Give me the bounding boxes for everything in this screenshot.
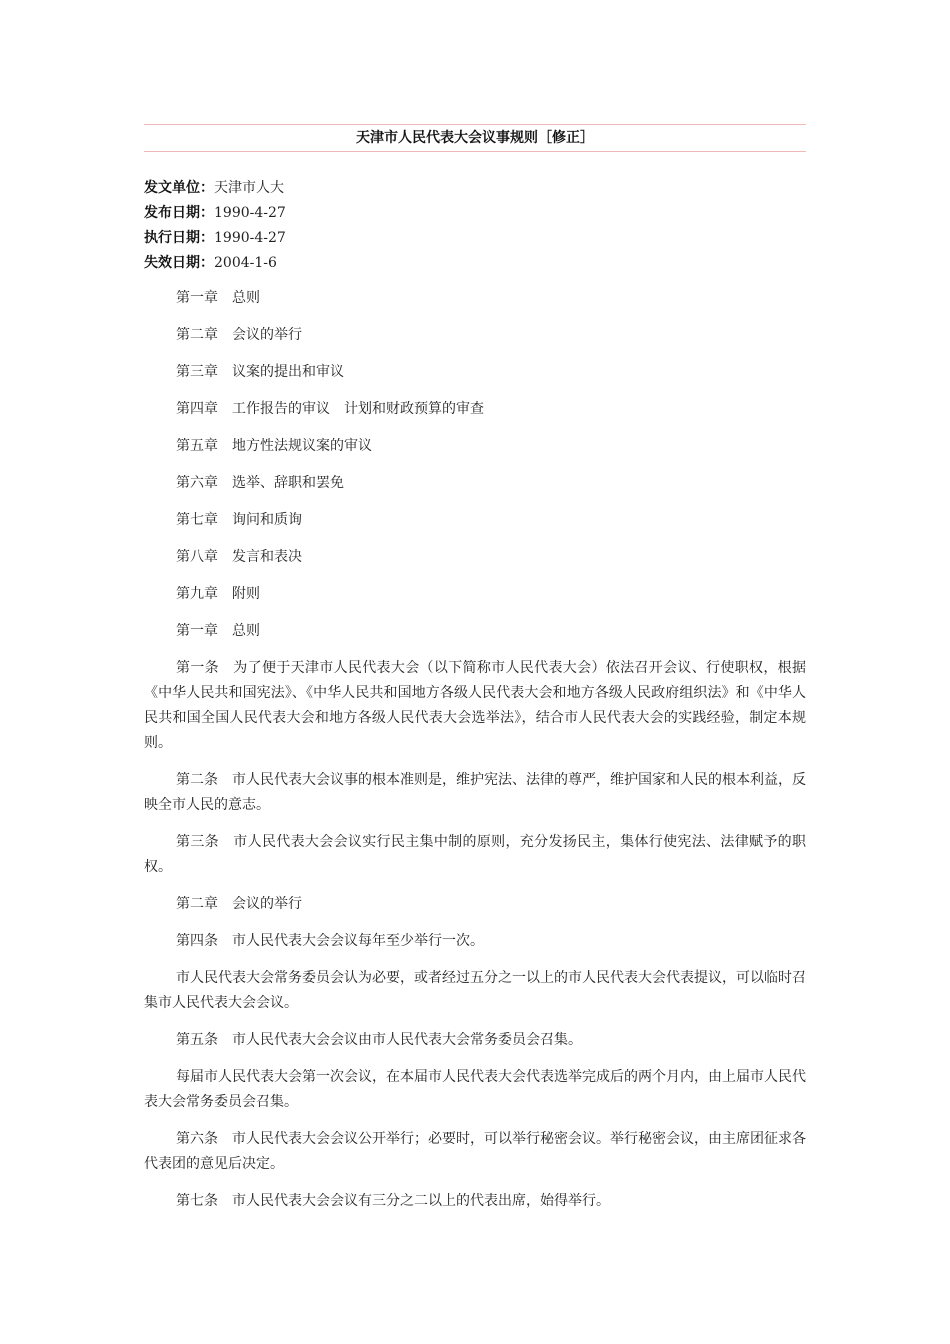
- meta-value: 天津市人大: [214, 180, 284, 196]
- document-content: [144, 619, 806, 1214]
- meta-expiry-date: [144, 251, 806, 276]
- article-paragraph: 第三条 市人民代表大会会议实行民主集中制的原则，充分发扬民主，集体行使宪法、法律赋予的职权。: [144, 834, 806, 875]
- table-of-contents: [144, 286, 806, 607]
- meta-label: 发布日期：: [144, 205, 214, 221]
- toc-item: 第五章 地方性法规议案的审议: [176, 438, 372, 454]
- chapter-heading: 第一章 总则: [176, 623, 260, 639]
- article-paragraph: 第二条 市人民代表大会议事的根本准则是，维护宪法、法律的尊严，维护国家和人民的根本利益，反映全市人民的意志。: [144, 772, 806, 813]
- document-title: 天津市人民代表大会议事规则［修正］: [144, 124, 806, 152]
- article-paragraph: 每届市人民代表大会第一次会议，在本届市人民代表大会代表选举完成后的两个月内，由上届市人民代表大会常务委员会召集。: [144, 1069, 806, 1110]
- meta-issuer: [144, 176, 806, 201]
- article-paragraph: 第四条 市人民代表大会会议每年至少举行一次。: [176, 933, 484, 949]
- toc-item: 第六章 选举、辞职和罢免: [176, 475, 344, 491]
- meta-value: 1990-4-27: [214, 230, 286, 246]
- toc-item: 第四章 工作报告的审议 计划和财政预算的审查: [176, 401, 484, 417]
- toc-item: 第八章 发言和表决: [176, 549, 302, 565]
- document-page: [144, 124, 806, 1226]
- chapter-heading: 第二章 会议的举行: [176, 896, 302, 912]
- toc-item: 第一章 总则: [176, 290, 260, 306]
- article-paragraph: 第七条 市人民代表大会会议有三分之二以上的代表出席，始得举行。: [176, 1193, 610, 1209]
- toc-item: 第九章 附则: [176, 586, 260, 602]
- article-paragraph: 市人民代表大会常务委员会认为必要，或者经过五分之一以上的市人民代表大会代表提议，可以临时召集市人民代表大会会议。: [144, 970, 806, 1011]
- article-paragraph: 第六条 市人民代表大会会议公开举行；必要时，可以举行秘密会议。举行秘密会议，由主席团征求各代表团的意见后决定。: [144, 1131, 806, 1172]
- meta-effective-date: [144, 226, 806, 251]
- meta-publish-date: [144, 201, 806, 226]
- meta-label: 执行日期：: [144, 230, 214, 246]
- meta-label: 发文单位：: [144, 180, 214, 196]
- article-paragraph: 第一条 为了便于天津市人民代表大会（以下简称市人民代表大会）依法召开会议、行使职权，根据《中华人民共和国宪法》、《中华人民共和国地方各级人民代表大会和地方各级人民政府组织法》和《中华人民共和国全国人民代表大会和地方各级人民代表大会选举法》，结合市人民代表大会的实践经验，制定本规则。: [144, 660, 806, 751]
- meta-value: 2004-1-6: [214, 255, 277, 271]
- toc-item: 第七章 询问和质询: [176, 512, 302, 528]
- document-body: [144, 286, 806, 1214]
- document-meta: [144, 176, 806, 276]
- toc-item: 第二章 会议的举行: [176, 327, 302, 343]
- meta-value: 1990-4-27: [214, 205, 286, 221]
- toc-item: 第三章 议案的提出和审议: [176, 364, 344, 380]
- article-paragraph: 第五条 市人民代表大会会议由市人民代表大会常务委员会召集。: [176, 1032, 582, 1048]
- meta-label: 失效日期：: [144, 255, 214, 271]
